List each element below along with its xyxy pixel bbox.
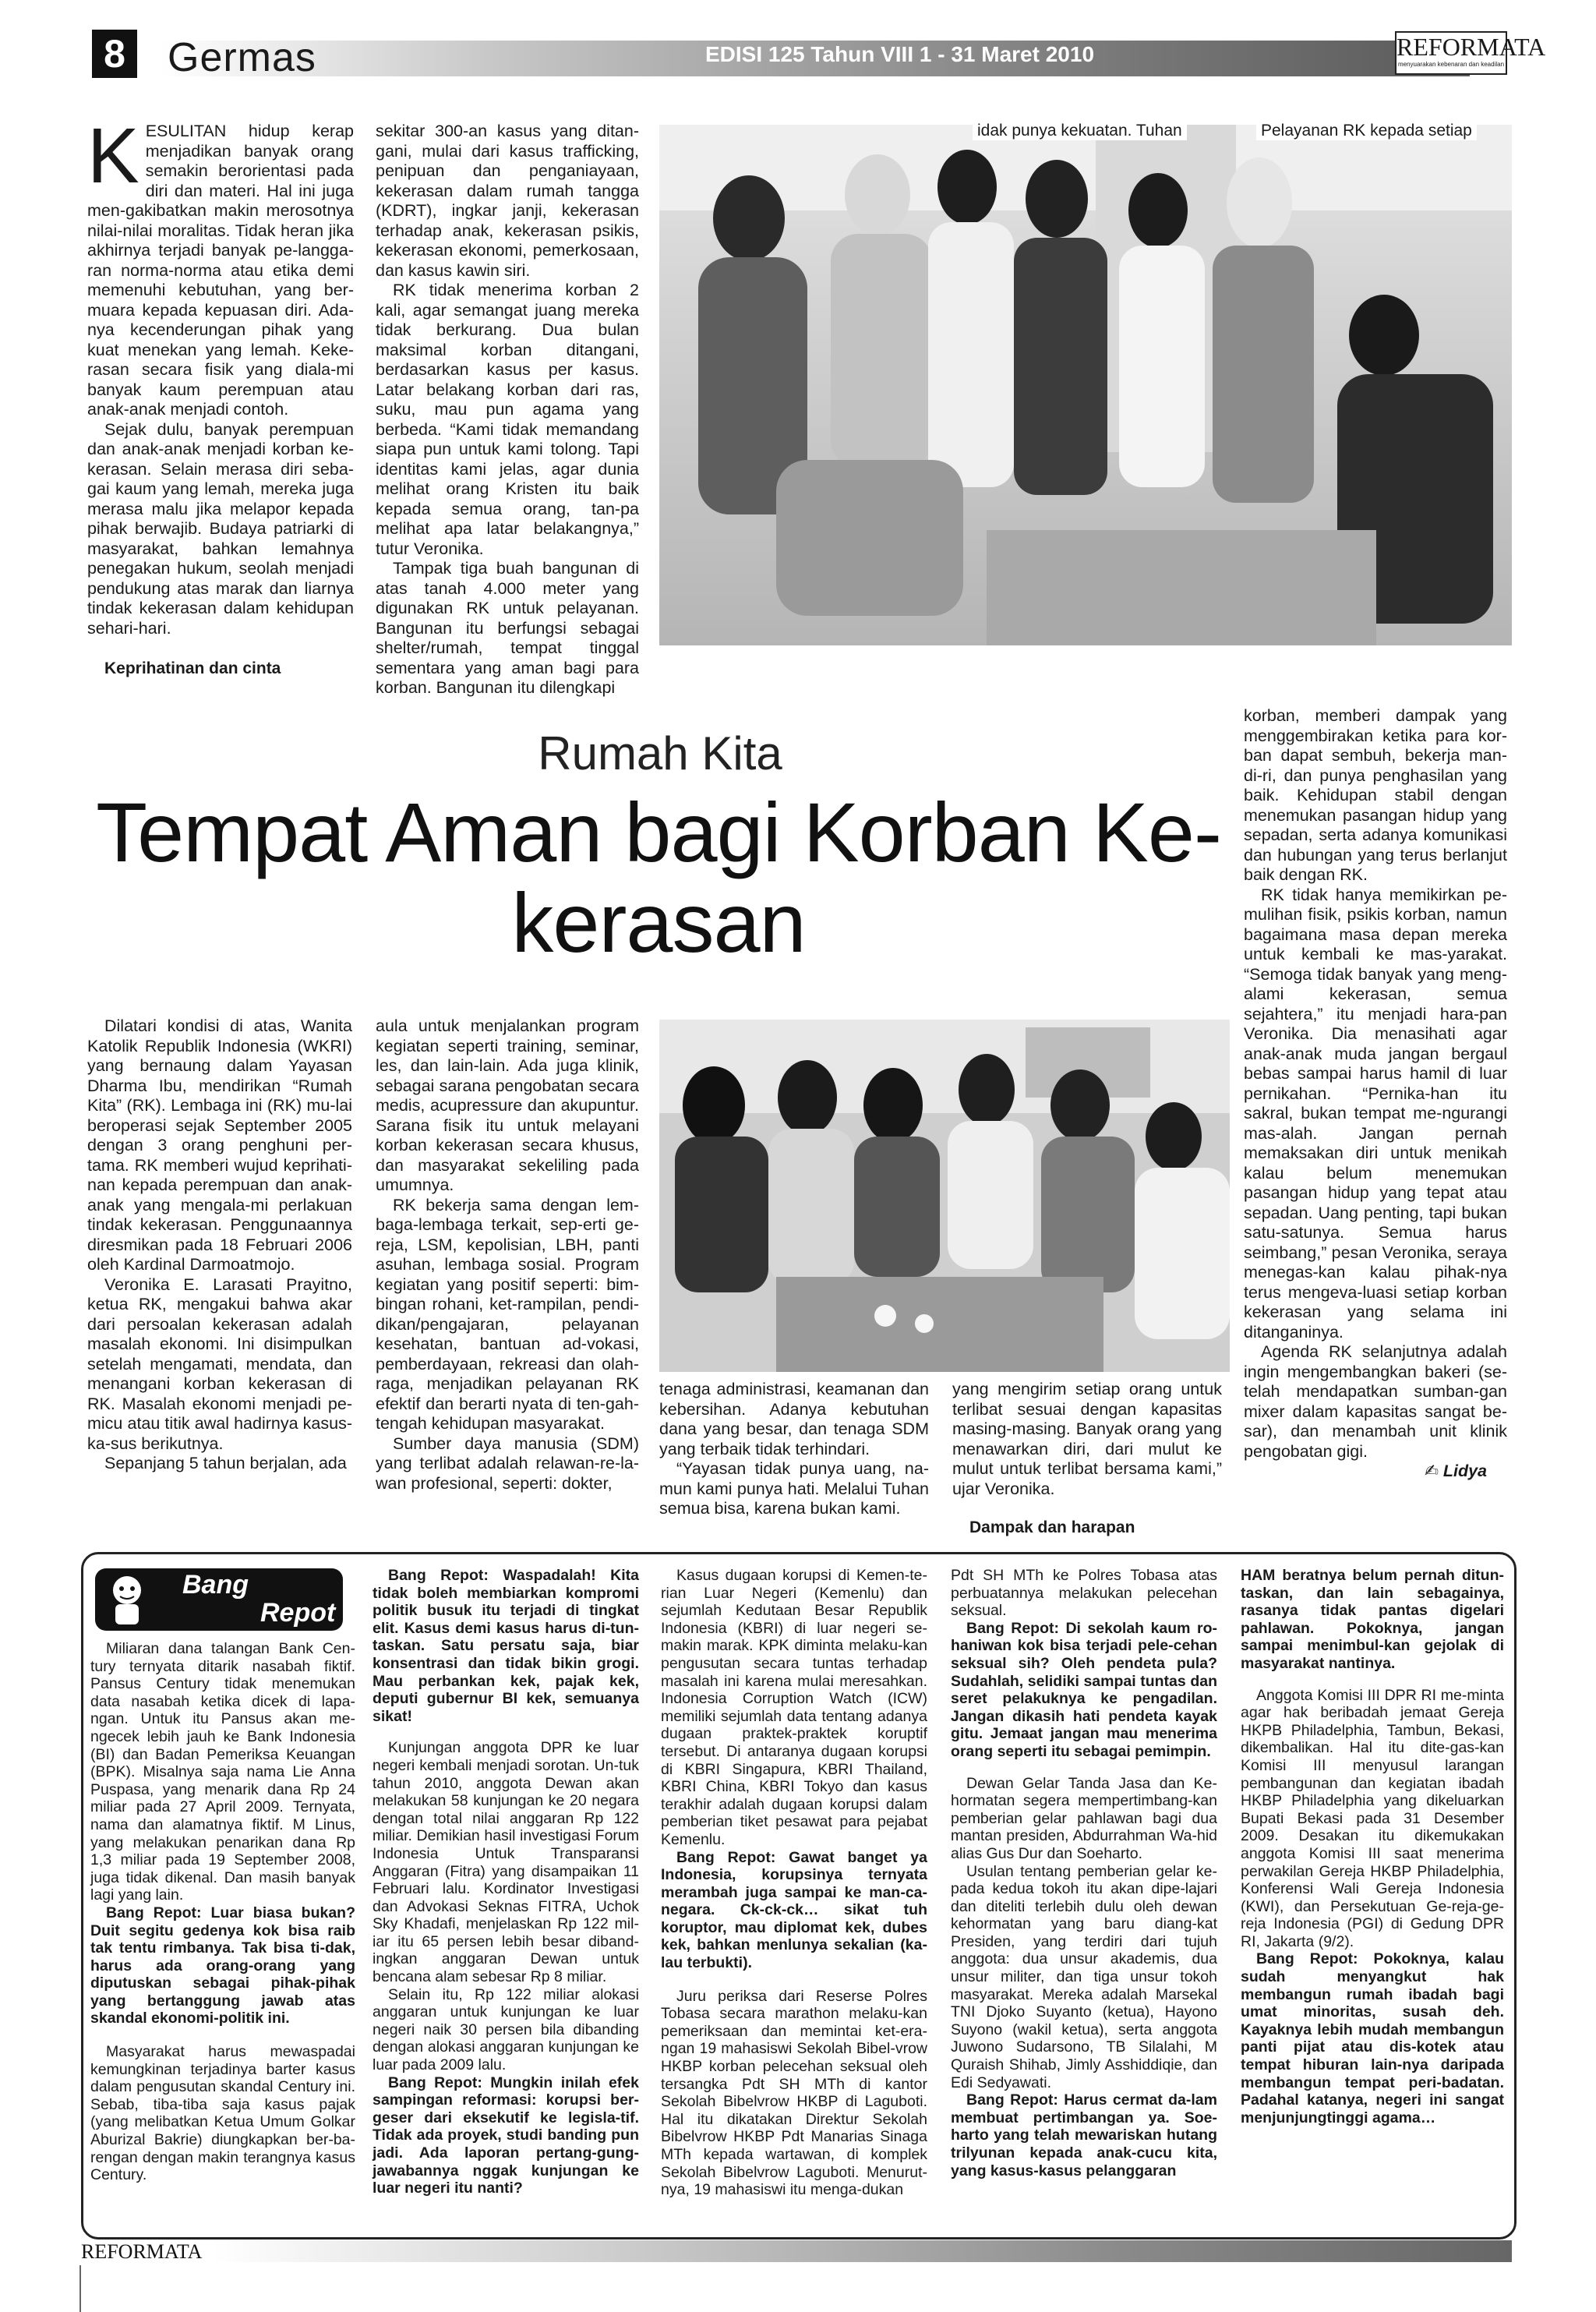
footer-rule: [79, 2265, 81, 2312]
bang-repot-title-bottom: Repot: [260, 1598, 336, 1628]
paragraph: Agenda RK selanjutnya adalah ingin mengembangkan bakeri (se-telah mendapatkan sumban-gan mixer dalam kapasitas sangat be-sar), dan menambah unit klinik pengobatan gigi.: [1244, 1342, 1507, 1461]
paragraph: Masyarakat harus mewaspadai kemungkinan terjadinya barter kasus dalam pengusutan skandal Century ini. Sebab, tiba-tiba saja kasus pajak (yang melibatkan Ketua Umum Golkar Aburizal Bakrie) diungkapkan ber-ba-rengan dengan makin terangnya kasus Century.: [90, 2043, 355, 2184]
paragraph: Usulan tentang pemberian gelar ke-pada kedua tokoh itu akan dipe-lajari dan diteliti terlebih dulu oleh dewan kehormatan yang baru diang-kat Presiden, yang terdiri dari tujuh anggota: dua unsur akademis, dua unsur militer, dan tiga unsur tokoh masyarakat. Mereka adalah Marsekal TNI Djoko Suyanto (ketua), Hayono Suyono (wakil ketua), serta anggota Juwono Sudarsono, TB Silalahi, M Quraish Shihab, Jimly Asshiddiqie, dan Edi Sedyawati.: [951, 1862, 1217, 2091]
byline-name: Lidya: [1442, 1462, 1487, 1480]
paragraph: Sepanjang 5 tahun berjalan, ada: [104, 1454, 347, 1472]
paragraph: ESULITAN hidup kerap menjadikan banyak orang semakin berorientasi pada diri dan materi. Hal ini juga men-gakibatkan makin merosotnya nilai-nilai moralitas. Tidak heran jika akhirnya terjadi banyak pe-langga-ran norma-norma atau etika demi memenuhi kebutuhan, yang ber-muara kepada kepuasan diri. Ada-nya kecenderungan pihak yang kuat menekan yang lemah. Keke-rasan secara fisik yang diala-mi banyak kaum perempuan atau anak-anak menjadi contoh.: [87, 122, 354, 419]
paragraph: tenaga administrasi, keamanan dan kebersihan. Adanya kebutuhan dana yang besar, dan tenaga SDM yang terbaik tidak terhindari.: [659, 1380, 929, 1458]
photo-image: [659, 1020, 1230, 1372]
paragraph: korban, memberi dampak yang menggembirakan ketika para kor-ban dapat sembuh, bekerja man-di-ri, dan punya penghasilan yang baik. Kehidupan stabil dengan menemukan pasangan hidup yang sepadan, serta adanya komunikasi dan hubungan yang terus berlanjut baik dengan RK.: [1244, 706, 1507, 884]
edition-line: EDISI 125 Tahun VIII 1 - 31 Maret 2010: [705, 42, 1095, 66]
article-column-5: [659, 1380, 929, 1519]
footer-publication: REFORMATA: [81, 2240, 203, 2263]
paragraph: yang mengirim setiap orang untuk terlibat sesuai dengan kapasitas masing-masing. Banyak orang yang menawarkan diri, dari mulut ke mulut untuk terlibat bersama kami,” ujar Veronika.: [952, 1380, 1222, 1498]
bang-repot-title-top: Bang: [182, 1570, 249, 1600]
subheading: Dampak dan harapan: [969, 1518, 1135, 1536]
byline: [1244, 1462, 1507, 1482]
paragraph: Sejak dulu, banyak perempuan dan anak-anak menjadi korban ke-kerasan. Selain merasa diri seba-gai kaum yang lemah, mereka juga merasa malu jika melapor kepada pihak berwajib. Budaya patriarki di masyarakat, bahkan lemahnya penegakan hukum, seolah menjadi pendukung atas marak dan liarnya tindak kekerasan dalam kehidupan sehari-hari.: [87, 419, 354, 638]
bang-repot-column-1: [90, 1640, 355, 2184]
page-number: 8: [92, 30, 137, 78]
subheading: Keprihatinan dan cinta: [104, 659, 281, 677]
photo-caption-right: Pelayanan RK kepada setiap: [1256, 122, 1477, 140]
section-rubric: Germas: [168, 35, 316, 80]
article-column-2: [376, 122, 639, 698]
logo-text: REFORMATA: [1396, 33, 1546, 61]
paragraph-bold: Bang Repot: Di sekolah kaum ro-haniwan kok bisa terjadi pele-cehan seksual sih? Oleh pendeta pula? Sudahlah, selidiki sampai tuntas dan seret pelakuknya ke pengadilan. Jangan dikasih hati pendeta kayak gitu. Jemaat jangan mau menerima orang seperti itu sebagai pemimpin.: [951, 1619, 1217, 1760]
paragraph: RK tidak menerima korban 2 kali, agar semangat juang mereka tidak berkurang. Dua bulan maksimal korban ditangani, berdasarkan kasus per kasus. Latar belakang korban dari ras, suku, mau pun agama yang berbeda. “Kami tidak memandang siapa pun untuk kami tolong. Tapi identitas kami jelas, agar dunia melihat orang Kristen itu baik kepada semua orang, tan-pa melihat apa latar belakangnya,” tutur Veronika.: [376, 281, 639, 558]
paragraph: Miliaran dana talangan Bank Cen-tury ternyata ditarik nasabah fiktif. Pansus Century tidak menemukan data nasabah ketika dicek di lapa-ngan. Untuk itu Pansus akan me-ngecek lebih jauh ke Bank Indonesia (BI) dan Badan Pemeriksa Keuangan (BPK). Misalnya saja nama Lie Anna Puspasa, yang menarik dana Rp 24 miliar pada 27 April 2009. Ternyata, nama dan alamatnya fiktif. M Linus, yang melakukan penarikan dana Rp 1,3 miliar pada 19 September 2008, juga tidak dikenal. Dan masih banyak lagi yang lain.: [90, 1640, 355, 1904]
reformata-logo: [1395, 31, 1546, 75]
photo-group-visit: [659, 125, 1512, 645]
photo-image: [659, 125, 1512, 645]
footer-bar: [214, 2240, 1512, 2262]
article-column-3: [87, 1016, 352, 1474]
photo-caption-left: idak punya kekuatan. Tuhan: [973, 122, 1187, 140]
paragraph: Dewan Gelar Tanda Jasa dan Ke-hormatan segera mempertimbang-kan pemberian gelar pahlawan bagi dua mantan presiden, Abdurrahman Wa-hid alias Gus Dur dan Soeharto.: [951, 1774, 1217, 1862]
paragraph: Pdt SH MTh ke Polres Tobasa atas perbuatannya melakukan pelecehan seksual.: [951, 1567, 1217, 1620]
paragraph-bold: Bang Repot: Gawat banget ya Indonesia, korupsinya ternyata merambah juga sampai ke man-ca-negara. Ck-ck-ck… sikat tuh koruptor, mau diplomat kek, dubes kek, bahkan menlunya sekalian (ka-lau terbukti).: [661, 1848, 927, 1972]
paragraph: RK bekerja sama dengan lem-baga-lembaga terkait, sep-erti ge-reja, LSM, kepolisian, LBH, panti asuhan, lembaga sosial. Program kegiatan yang positif seperti: bim-bingan rohani, ket-rampilan, pendi-dikan/pengajaran, pelayanan kesehatan, bantuan ad-vokasi, pemberdayaan, rekreasi dan olah-raga, menjadikan pelayanan RK efektif dan berarti nyata di ten-gah-tengah kehidupan masyarakat.: [376, 1195, 639, 1433]
kicker: Rumah Kita: [538, 727, 782, 780]
paragraph: RK tidak hanya memikirkan pe-mulihan fisik, psikis korban, namun bagaimana masa depan mereka untuk kembali ke mas-yarakat. “Semoga tidak banyak yang meng-alami kekerasan, semua sejahtera,” itu menjadi hara-pan Veronika. Dia menasihati agar anak-anak muda jangan bergaul bebas sampai harus hamil di luar pernikahan. “Pernika-han itu sakral, bukan tempat me-ngurangi mas-alah. Jangan pernah memaksakan diri untuk menikah kalau belum menemukan pasangan hidup yang tepat atau sepadan. Uang penting, tapi bukan satu-satunya. Semua harus seimbang,” pesan Veronika, seraya menegas-kan kalau pihak-nya terus mengeva-luasi setiap korban kekerasan yang selama ini ditanganinya.: [1244, 885, 1507, 1342]
paragraph: “Yayasan tidak punya uang, na-mun kami punya hati. Melalui Tuhan semua bisa, karena bukan kami.: [659, 1459, 929, 1518]
paragraph: Kunjungan anggota DPR ke luar negeri kembali menjadi sorotan. Un-tuk tahun 2010, anggota Dewan akan melakukan 58 kunjungan ke 20 negara dengan total nilai anggaran Rp 122 miliar. Demikian hasil investigasi Forum Indonesia Untuk Transparansi Anggaran (Fitra) yang disampaikan 11 Februari lalu. Kordinator Investigasi dan Advokasi Seknas FITRA, Uchok Sky Khadafi, menjelaskan Rp 122 mil-iar itu 65 persen lebih besar diband-ingkan anggaran Dewan untuk bencana alam sebesar Rp 8 miliar.: [373, 1739, 639, 1986]
mascot-icon: [100, 1568, 154, 1631]
paragraph-bold: Bang Repot: Pokoknya, kalau sudah menyangkut hak membangun rumah ibadah bagi umat minoritas, susah deh. Kayaknya lebih mudah membangun panti pijat atau dis-kotek atau tempat hiburan lain-nya daripada membangun tempat peri-badatan. Padahal katanya, negeri ini sangat menjunjungtinggi agama…: [1241, 1950, 1504, 2126]
headline: Tempat Aman bagi Korban Ke-kerasan: [96, 785, 1221, 970]
paragraph-bold: Bang Repot: Waspadalah! Kita tidak boleh membiarkan kompromi politik busuk itu terjadi di tingkat elit. Kasus demi kasus harus di-tun-taskan. Satu persatu saja, biar konsentrasi dan tidak bikin grogi. Mau perbankan kek, pajak kek, deputi gubernur BI kek, semuanya sikat!: [373, 1567, 639, 1725]
article-column-6: [952, 1380, 1222, 1538]
bang-repot-column-2: [373, 1567, 639, 2197]
paragraph: Sumber daya manusia (SDM) yang terlibat adalah relawan-re-la-wan profesional, seperti: dokter,: [376, 1434, 639, 1493]
logo-tagline: menyuarakan kebenaran dan keadilan: [1397, 61, 1505, 68]
bang-repot-column-5: [1241, 1567, 1504, 2126]
bang-repot-column-3: [661, 1567, 927, 2199]
paragraph: Selain itu, Rp 122 miliar alokasi anggaran untuk kunjungan ke luar negeri naik 30 persen bila dibanding dengan alokasi anggaran kunjungan ke luar pada 2009 lalu.: [373, 1985, 639, 2074]
paragraph-bold: Bang Repot: Luar biasa bukan? Duit segitu gedenya kok bisa raib tak tentu rimbanya. Tak bisa ti-dak, harus ada orang-orang yang diputuskan sebagai pihak-pihak yang bertanggung jawab atas skandal ekonomi-politik ini.: [90, 1904, 355, 2027]
paragraph: Veronika E. Larasati Prayitno, ketua RK, mengakui bahwa akar dari persoalan kekerasan adalah masalah ekonomi. Ini disimpulkan setelah mengamati, mendata, dan menangani korban kekerasan di RK. Masalah ekonomi menjadi pe-micu atau titik awal hadirnya kasus-ka-sus berikutnya.: [87, 1274, 352, 1453]
paragraph-bold: Bang Repot: Mungkin inilah efek sampingan reformasi: korupsi ber-geser dari eksekutif ke legisla-tif. Tidak ada proyek, studi banding pun jadi. Ada laporan pertang-gung-jawabannya nggak kunjungan ke luar negeri itu nanti?: [373, 2073, 639, 2197]
paragraph: Tampak tiga buah bangunan di atas tanah 4.000 meter yang digunakan RK untuk pelayanan. Bangunan itu berfungsi sebagai shelter/rumah, tempat tinggal sementara yang aman bagi para korban. Bangunan itu dilengkapi: [376, 559, 639, 697]
pen-icon: ✍: [1424, 1462, 1439, 1480]
bang-repot-column-4: [951, 1567, 1217, 2179]
article-column-1: [87, 112, 354, 679]
paragraph-bold: Bang Repot: Harus cermat da-lam membuat pertimbangan ya. Soe-harto yang telah mewariskan hutang trilyunan kepada anak-cucu kita, yang kasus-kasus pelanggaran: [951, 2091, 1217, 2179]
photo-group-activity: [659, 1020, 1230, 1372]
article-column-right: [1244, 706, 1507, 1482]
drop-cap: K: [87, 112, 139, 200]
article-column-4: [376, 1016, 639, 1494]
bang-repot-badge: [95, 1568, 343, 1631]
paragraph: aula untuk menjalankan program kegiatan seperti training, seminar, les, dan lain-lain. Ada juga klinik, sebagai sarana pengobatan secara medis, acupressure dan akupuntur. Sarana fisik itu untuk melayani korban kekerasan secara khusus, dan masyarakat sekeliling pada umumnya.: [376, 1016, 639, 1194]
paragraph: Anggota Komisi III DPR RI me-minta agar hak beribadah jemaat Gereja HKPB Philadelphia, Tambun, Bekasi, dikembalikan. Hal itu dite-gas-kan Komisi III menyusul larangan pembangunan dan kegiatan ibadah HKBP Philadelphia yang dikeluarkan Bupati Bekasi pada 31 Desember 2009. Desakan itu dikemukakan anggota Komisi III saat menerima perwakilan Gereja HKBP Philadelphia, Konferensi Wali Gereja Indonesia (KWI), dan Persekutuan Ge-reja-ge-reja Indonesia (PGI) di Gedung DPR RI, Jakarta (9/2).: [1241, 1686, 1504, 1950]
paragraph: Kasus dugaan korupsi di Kemen-te-rian Luar Negeri (Kemenlu) dan sejumlah Kedutaan Besar Republik Indonesia (KBRI) di luar negeri se-makin marak. KPK diminta melaku-kan pengusutan secara tuntas terhadap masalah ini karena mulai meresahkan. Indonesia Corruption Watch (ICW) memiliki sejumlah data tentang adanya dugaan praktek-praktek koruptif tersebut. Di antaranya dugaan korupsi di KBRI Singapura, KBRI Thailand, KBRI China, KBRI Tokyo dan kasus terakhir adalah dugaan korupsi dalam pemberian tiket pesawat para pejabat Kemenlu.: [661, 1567, 927, 1848]
paragraph-bold: HAM beratnya belum pernah ditun-taskan, dan lain sebagainya, rasanya tidak pantas digelari pahlawan. Pokoknya, jangan sampai menimbul-kan gejolak di masyarakat nantinya.: [1241, 1567, 1504, 1672]
paragraph: Juru periksa dari Reserse Polres Tobasa secara marathon melaku-kan pemeriksaan dan memintai ket-era-ngan 19 mahasiswi Sekolah Bibel-vrow HKBP korban pelecehan seksual oleh tersangka Pdt SH MTh di kantor Sekolah Bibelvrow HKBP di Laguboti. Hal itu dikatakan Direktur Sekolah Bibelvrow HKBP Pdt Manarias Sinaga MTh kepada wartawan, di komplek Sekolah Bibelvrow Laguboti. Menurut-nya, 19 mahasiswi itu menga-dukan: [661, 1987, 927, 2199]
paragraph: sekitar 300-an kasus yang ditan-gani, mulai dari kasus trafficking, penipuan dan penganiayaan, kekerasan dalam rumah tangga (KDRT), ingkar janji, kekerasan terhadap anak, kekerasan psikis, kekerasan ekonomi, pemerkosaan, dan kasus kawin siri.: [376, 122, 639, 280]
paragraph: Dilatari kondisi di atas, Wanita Katolik Republik Indonesia (WKRI) yang bernaung dalam Yayasan Dharma Ibu, mendirikan “Rumah Kita” (RK). Lembaga ini (RK) mu-lai beroperasi sejak September 2005 dengan 3 orang penghuni per-tama. RK memberi wujud keprihati-nan kepada perempuan dan anak-anak yang mengala-mi perlakuan tindak kekerasan. Penggunaannya diresmikan pada 18 Februari 2006 oleh Kardinal Darmoatmojo.: [87, 1016, 352, 1274]
